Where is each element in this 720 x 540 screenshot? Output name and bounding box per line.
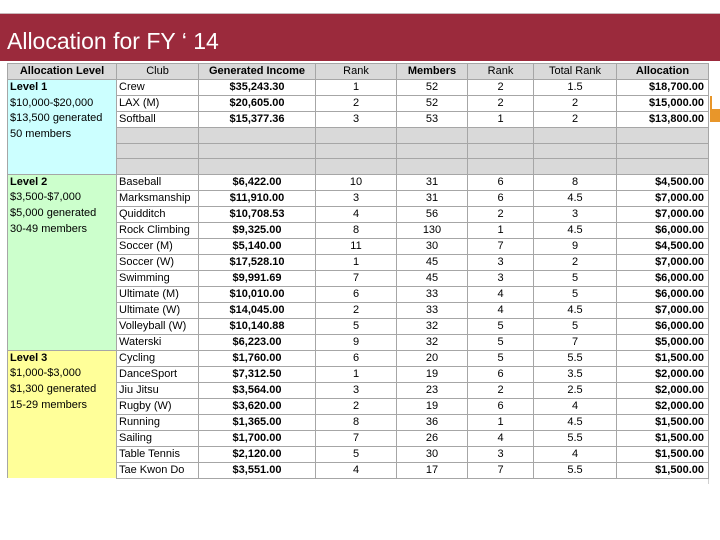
generated-income-cell: $3,551.00: [199, 462, 316, 478]
rank-members-cell: 1: [468, 112, 534, 128]
members-cell: 52: [397, 96, 468, 112]
rank-members-cell: 4: [468, 430, 534, 446]
col-header-rank-members: Rank: [468, 64, 534, 80]
generated-income-cell: $20,605.00: [199, 96, 316, 112]
allocation-table: [7, 63, 709, 479]
members-cell: 130: [397, 222, 468, 238]
club-cell: Jiu Jitsu: [117, 382, 199, 398]
level-name: Level 1: [10, 81, 48, 93]
slide-title: Allocation for FY ‘ 14: [7, 28, 219, 54]
rank-income-cell: 4: [316, 462, 397, 478]
col-header-members: Members: [397, 64, 468, 80]
club-cell: Sailing: [117, 430, 199, 446]
table-row: [8, 174, 709, 190]
club-cell: Running: [117, 414, 199, 430]
rank-members-cell: 6: [468, 190, 534, 206]
empty-cell: [117, 143, 199, 159]
allocation-cell: $6,000.00: [617, 318, 709, 334]
col-header-generated-income: Generated Income: [199, 64, 316, 80]
side-accent-marker: [710, 96, 720, 122]
total-rank-cell: 2: [534, 112, 617, 128]
allocation-cell: $2,000.00: [617, 382, 709, 398]
allocation-cell: $1,500.00: [617, 430, 709, 446]
rank-members-cell: 7: [468, 462, 534, 478]
level-criteria: $1,300 generated: [10, 382, 97, 395]
empty-cell: [397, 128, 468, 144]
rank-income-cell: 3: [316, 112, 397, 128]
allocation-level-cell: [8, 174, 117, 350]
club-cell: Volleyball (W): [117, 318, 199, 334]
club-cell: Tae Kwon Do: [117, 462, 199, 478]
members-cell: 30: [397, 238, 468, 254]
col-header-total-rank: Total Rank: [534, 64, 617, 80]
club-cell: Marksmanship: [117, 190, 199, 206]
rank-members-cell: 6: [468, 366, 534, 382]
allocation-cell: $1,500.00: [617, 446, 709, 462]
empty-cell: [397, 143, 468, 159]
club-cell: Ultimate (M): [117, 286, 199, 302]
allocation-cell: $7,000.00: [617, 254, 709, 270]
allocation-cell: $4,500.00: [617, 174, 709, 190]
empty-cell: [617, 159, 709, 175]
members-cell: 32: [397, 334, 468, 350]
generated-income-cell: $1,700.00: [199, 430, 316, 446]
empty-cell: [199, 128, 316, 144]
rank-members-cell: 2: [468, 80, 534, 96]
empty-cell: [117, 159, 199, 175]
rank-members-cell: 2: [468, 96, 534, 112]
club-cell: Soccer (M): [117, 238, 199, 254]
generated-income-cell: $7,312.50: [199, 366, 316, 382]
allocation-cell: $15,000.00: [617, 96, 709, 112]
total-rank-cell: 4: [534, 398, 617, 414]
rank-income-cell: 5: [316, 446, 397, 462]
total-rank-cell: 4.5: [534, 190, 617, 206]
members-cell: 52: [397, 80, 468, 96]
rank-members-cell: 5: [468, 350, 534, 366]
rank-income-cell: 3: [316, 382, 397, 398]
allocation-cell: $18,700.00: [617, 80, 709, 96]
members-cell: 19: [397, 366, 468, 382]
total-rank-cell: 4.5: [534, 222, 617, 238]
allocation-level-cell: [8, 350, 117, 478]
generated-income-cell: $2,120.00: [199, 446, 316, 462]
generated-income-cell: $11,910.00: [199, 190, 316, 206]
allocation-cell: $6,000.00: [617, 286, 709, 302]
allocation-level-cell: [8, 80, 117, 175]
level-criteria: $13,500 generated: [10, 112, 103, 125]
level-criteria: 15-29 members: [10, 398, 88, 411]
generated-income-cell: $1,365.00: [199, 414, 316, 430]
members-cell: 17: [397, 462, 468, 478]
members-cell: 53: [397, 112, 468, 128]
rank-income-cell: 10: [316, 174, 397, 190]
empty-cell: [534, 128, 617, 144]
empty-cell: [468, 159, 534, 175]
col-header-rank-income: Rank: [316, 64, 397, 80]
rank-members-cell: 3: [468, 270, 534, 286]
empty-cell: [316, 159, 397, 175]
rank-income-cell: 1: [316, 80, 397, 96]
club-cell: Ultimate (W): [117, 302, 199, 318]
rank-members-cell: 2: [468, 382, 534, 398]
members-cell: 26: [397, 430, 468, 446]
rank-members-cell: 6: [468, 398, 534, 414]
generated-income-cell: $3,564.00: [199, 382, 316, 398]
club-cell: Rock Climbing: [117, 222, 199, 238]
level-name: Level 2: [10, 175, 48, 188]
generated-income-cell: $9,325.00: [199, 222, 316, 238]
total-rank-cell: 4.5: [534, 302, 617, 318]
members-cell: 23: [397, 382, 468, 398]
total-rank-cell: 4.5: [534, 414, 617, 430]
members-cell: 33: [397, 286, 468, 302]
level-criteria: $3,500-$7,000: [10, 191, 81, 204]
members-cell: 31: [397, 190, 468, 206]
total-rank-cell: 3: [534, 206, 617, 222]
rank-members-cell: 4: [468, 286, 534, 302]
empty-cell: [468, 143, 534, 159]
club-cell: Table Tennis: [117, 446, 199, 462]
total-rank-cell: 5.5: [534, 430, 617, 446]
rank-income-cell: 2: [316, 96, 397, 112]
rank-members-cell: 4: [468, 302, 534, 318]
club-cell: Baseball: [117, 174, 199, 190]
total-rank-cell: 5: [534, 318, 617, 334]
members-cell: 30: [397, 446, 468, 462]
table-row: [8, 350, 709, 366]
rank-members-cell: 5: [468, 318, 534, 334]
level-criteria: $1,000-$3,000: [10, 367, 81, 380]
rank-income-cell: 6: [316, 350, 397, 366]
rank-income-cell: 8: [316, 222, 397, 238]
allocation-cell: $1,500.00: [617, 414, 709, 430]
rank-members-cell: 1: [468, 222, 534, 238]
allocation-cell: $1,500.00: [617, 350, 709, 366]
empty-cell: [617, 128, 709, 144]
total-rank-cell: 7: [534, 334, 617, 350]
empty-cell: [617, 143, 709, 159]
generated-income-cell: $1,760.00: [199, 350, 316, 366]
rank-members-cell: 3: [468, 446, 534, 462]
members-cell: 19: [397, 398, 468, 414]
col-header-club: Club: [117, 64, 199, 80]
members-cell: 20: [397, 350, 468, 366]
rank-income-cell: 7: [316, 430, 397, 446]
empty-cell: [397, 159, 468, 175]
level-name: Level 3: [10, 351, 48, 364]
allocation-cell: $6,000.00: [617, 270, 709, 286]
rank-income-cell: 4: [316, 206, 397, 222]
empty-cell: [199, 159, 316, 175]
allocation-cell: $1,500.00: [617, 462, 709, 478]
level-criteria: $10,000-$20,000: [10, 96, 94, 109]
total-rank-cell: 1.5: [534, 80, 617, 96]
total-rank-cell: 5: [534, 270, 617, 286]
club-cell: Waterski: [117, 334, 199, 350]
allocation-cell: $7,000.00: [617, 190, 709, 206]
rank-members-cell: 5: [468, 334, 534, 350]
col-header-allocation: Allocation: [617, 64, 709, 80]
rank-members-cell: 7: [468, 238, 534, 254]
allocation-cell: $2,000.00: [617, 398, 709, 414]
rank-income-cell: 5: [316, 318, 397, 334]
generated-income-cell: $6,223.00: [199, 334, 316, 350]
side-accent-top: [710, 96, 720, 109]
generated-income-cell: $10,010.00: [199, 286, 316, 302]
members-cell: 36: [397, 414, 468, 430]
col-header-allocation-level: Allocation Level: [8, 64, 117, 80]
club-cell: Soccer (W): [117, 254, 199, 270]
rank-income-cell: 11: [316, 238, 397, 254]
generated-income-cell: $17,528.10: [199, 254, 316, 270]
club-cell: Rugby (W): [117, 398, 199, 414]
rank-members-cell: 1: [468, 414, 534, 430]
club-cell: Softball: [117, 112, 199, 128]
allocation-cell: $7,000.00: [617, 206, 709, 222]
rank-income-cell: 9: [316, 334, 397, 350]
empty-cell: [468, 128, 534, 144]
level-criteria: 30-49 members: [10, 222, 88, 235]
allocation-cell: $2,000.00: [617, 366, 709, 382]
club-cell: Swimming: [117, 270, 199, 286]
total-rank-cell: 4: [534, 446, 617, 462]
empty-cell: [199, 143, 316, 159]
table-row: [8, 80, 709, 96]
members-cell: 45: [397, 254, 468, 270]
generated-income-cell: $9,991.69: [199, 270, 316, 286]
generated-income-cell: $3,620.00: [199, 398, 316, 414]
club-cell: LAX (M): [117, 96, 199, 112]
members-cell: 32: [397, 318, 468, 334]
generated-income-cell: $15,377.36: [199, 112, 316, 128]
total-rank-cell: 9: [534, 238, 617, 254]
allocation-cell: $13,800.00: [617, 112, 709, 128]
generated-income-cell: $10,708.53: [199, 206, 316, 222]
rank-income-cell: 8: [316, 414, 397, 430]
rank-income-cell: 3: [316, 190, 397, 206]
total-rank-cell: 2: [534, 96, 617, 112]
generated-income-cell: $5,140.00: [199, 238, 316, 254]
rank-income-cell: 2: [316, 398, 397, 414]
club-cell: Crew: [117, 80, 199, 96]
allocation-cell: $5,000.00: [617, 334, 709, 350]
rank-income-cell: 1: [316, 366, 397, 382]
allocation-table-container: [7, 63, 709, 484]
allocation-cell: $4,500.00: [617, 238, 709, 254]
club-cell: Cycling: [117, 350, 199, 366]
generated-income-cell: $6,422.00: [199, 174, 316, 190]
rank-income-cell: 2: [316, 302, 397, 318]
side-accent-bottom: [710, 109, 720, 122]
generated-income-cell: $14,045.00: [199, 302, 316, 318]
empty-cell: [117, 128, 199, 144]
total-rank-cell: 5: [534, 286, 617, 302]
club-cell: Quidditch: [117, 206, 199, 222]
rank-members-cell: 3: [468, 254, 534, 270]
total-rank-cell: 5.5: [534, 350, 617, 366]
club-cell: DanceSport: [117, 366, 199, 382]
rank-income-cell: 1: [316, 254, 397, 270]
members-cell: 45: [397, 270, 468, 286]
empty-cell: [534, 143, 617, 159]
total-rank-cell: 2.5: [534, 382, 617, 398]
rank-income-cell: 7: [316, 270, 397, 286]
generated-income-cell: $10,140.88: [199, 318, 316, 334]
total-rank-cell: 3.5: [534, 366, 617, 382]
generated-income-cell: $35,243.30: [199, 80, 316, 96]
total-rank-cell: 2: [534, 254, 617, 270]
allocation-cell: $6,000.00: [617, 222, 709, 238]
level-criteria: $5,000 generated: [10, 206, 97, 219]
empty-cell: [534, 159, 617, 175]
members-cell: 33: [397, 302, 468, 318]
level-criteria: 50 members: [10, 127, 72, 140]
members-cell: 56: [397, 206, 468, 222]
members-cell: 31: [397, 174, 468, 190]
total-rank-cell: 5.5: [534, 462, 617, 478]
total-rank-cell: 8: [534, 174, 617, 190]
empty-cell: [316, 143, 397, 159]
empty-cell: [316, 128, 397, 144]
rank-members-cell: 6: [468, 174, 534, 190]
rank-members-cell: 2: [468, 206, 534, 222]
rank-income-cell: 6: [316, 286, 397, 302]
header-row: [8, 64, 709, 80]
allocation-cell: $7,000.00: [617, 302, 709, 318]
